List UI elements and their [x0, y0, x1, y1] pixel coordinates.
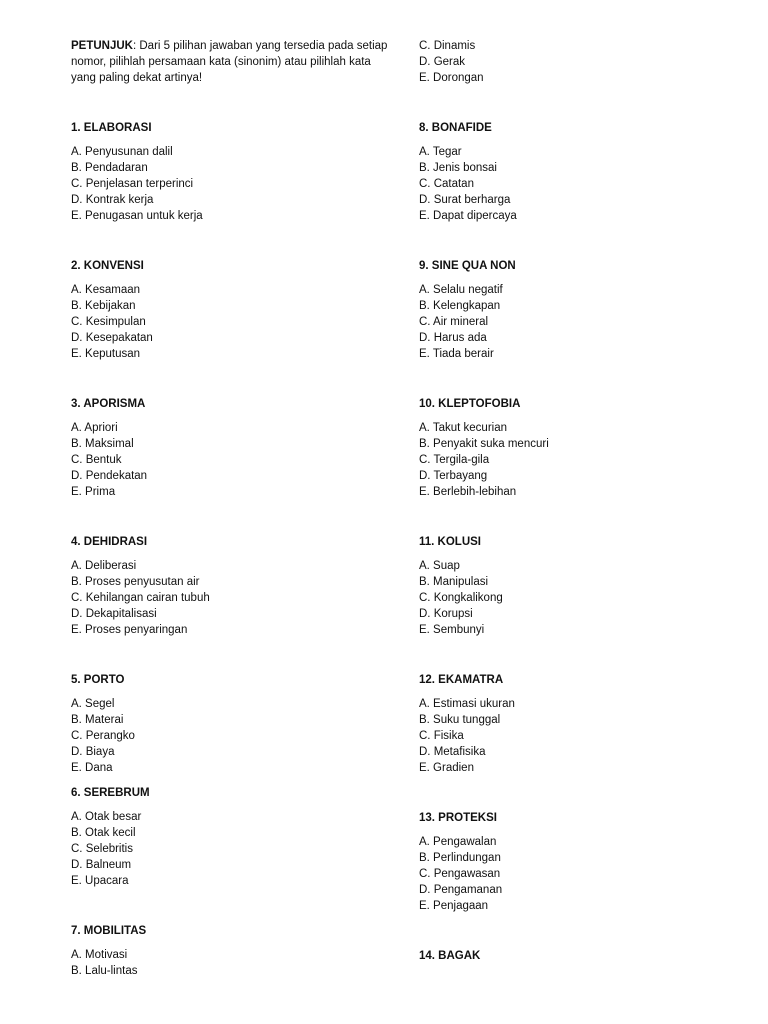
option-item: C. Selebritis: [71, 843, 133, 855]
question-block: [71, 785, 391, 889]
instructions: [71, 38, 391, 86]
option-item: A. Estimasi ukuran: [419, 698, 515, 710]
option-item: C. Kesimpulan: [71, 316, 146, 328]
question-block: [71, 396, 391, 500]
question-block: [419, 672, 739, 776]
option-item: D. Dekapitalisasi: [71, 608, 157, 620]
question-title: 7. MOBILITAS: [71, 925, 147, 937]
option-item: E. Tiada berair: [419, 348, 494, 360]
option-item: E. Proses penyaringan: [71, 624, 188, 636]
instructions-label: PETUNJUK: [71, 40, 133, 52]
question-title: 2. KONVENSI: [71, 260, 144, 272]
option-item: C. Fisika: [419, 730, 464, 742]
question-title: 9. SINE QUA NON: [419, 260, 516, 272]
left-column: [71, 38, 391, 979]
question-title: 1. ELABORASI: [71, 122, 152, 134]
option-item: D. Balneum: [71, 859, 132, 871]
option-item: B. Proses penyusutan air: [71, 576, 200, 588]
question-title: 6. SEREBRUM: [71, 787, 150, 799]
option-item: A. Segel: [71, 698, 115, 710]
option-item: B. Pendadaran: [71, 162, 148, 174]
option-item: E. Dorongan: [419, 72, 484, 84]
option-item: D. Kesepakatan: [71, 332, 153, 344]
option-item: E. Upacara: [71, 875, 129, 887]
question-title: 11. KOLUSI: [419, 536, 481, 548]
option-item: E. Sembunyi: [419, 624, 485, 636]
option-item: E. Penjagaan: [419, 900, 489, 912]
option-item: C. Kongkalikong: [419, 592, 503, 604]
option-item: C. Pengawasan: [419, 868, 501, 880]
question-title: 12. EKAMATRA: [419, 674, 504, 686]
option-item: A. Penyusunan dalil: [71, 146, 173, 158]
option-item: C. Dinamis: [419, 40, 476, 52]
option-item: B. Penyakit suka mencuri: [419, 438, 549, 450]
option-item: A. Deliberasi: [71, 560, 137, 572]
question-block: [419, 120, 739, 224]
option-item: A. Motivasi: [71, 949, 128, 961]
option-item: A. Suap: [419, 560, 460, 572]
right-column: [419, 38, 739, 972]
option-item: D. Pendekatan: [71, 470, 148, 482]
question-title: 5. PORTO: [71, 674, 125, 686]
option-item: D. Biaya: [71, 746, 115, 758]
option-item: A. Takut kecurian: [419, 422, 508, 434]
continued-options: [419, 38, 739, 86]
option-item: C. Tergila-gila: [419, 454, 490, 466]
option-item: B. Maksimal: [71, 438, 134, 450]
option-item: A. Kesamaan: [71, 284, 141, 296]
option-item: A. Selalu negatif: [419, 284, 503, 296]
option-item: C. Kehilangan cairan tubuh: [71, 592, 210, 604]
option-item: D. Korupsi: [419, 608, 473, 620]
question-title: 14. BAGAK: [419, 950, 481, 962]
option-item: E. Dana: [71, 762, 113, 774]
question-title: 3. APORISMA: [71, 398, 146, 410]
question-block: [419, 396, 739, 500]
question-title: 13. PROTEKSI: [419, 812, 497, 824]
option-item: D. Pengamanan: [419, 884, 503, 896]
option-item: B. Perlindungan: [419, 852, 501, 864]
option-item: C. Air mineral: [419, 316, 489, 328]
option-item: A. Tegar: [419, 146, 462, 158]
instructions-text: : Dari 5 pilihan jawaban yang tersedia pada setiap nomor, pilihlah persamaan kata (sinonim) atau pilihlah kata yang paling dekat artinya!: [71, 40, 388, 84]
option-item: D. Gerak: [419, 56, 466, 68]
option-item: C. Perangko: [71, 730, 135, 742]
option-item: D. Surat berharga: [419, 194, 511, 206]
question-title: 8. BONAFIDE: [419, 122, 492, 134]
question-block: [419, 810, 739, 914]
question-title: 4. DEHIDRASI: [71, 536, 148, 548]
option-item: C. Bentuk: [71, 454, 122, 466]
option-item: A. Otak besar: [71, 811, 142, 823]
option-item: C. Penjelasan terperinci: [71, 178, 194, 190]
option-item: D. Harus ada: [419, 332, 487, 344]
question-block: [71, 534, 391, 638]
option-item: E. Gradien: [419, 762, 474, 774]
option-item: E. Dapat dipercaya: [419, 210, 517, 222]
question-title: 10. KLEPTOFOBIA: [419, 398, 521, 410]
question-block: [419, 258, 739, 362]
option-item: D. Terbayang: [419, 470, 488, 482]
option-item: B. Jenis bonsai: [419, 162, 497, 174]
option-item: E. Prima: [71, 486, 116, 498]
option-item: E. Penugasan untuk kerja: [71, 210, 203, 222]
option-item: B. Lalu-lintas: [71, 965, 138, 977]
question-block: [419, 948, 739, 964]
option-item: E. Keputusan: [71, 348, 141, 360]
option-item: B. Kelengkapan: [419, 300, 501, 312]
option-item: B. Suku tunggal: [419, 714, 501, 726]
question-block: [419, 534, 739, 638]
option-item: B. Materai: [71, 714, 124, 726]
option-item: B. Manipulasi: [419, 576, 489, 588]
option-item: D. Metafisika: [419, 746, 486, 758]
option-item: E. Berlebih-lebihan: [419, 486, 517, 498]
option-item: C. Catatan: [419, 178, 474, 190]
option-item: D. Kontrak kerja: [71, 194, 154, 206]
option-item: B. Otak kecil: [71, 827, 136, 839]
option-item: A. Apriori: [71, 422, 118, 434]
question-block: [71, 120, 391, 224]
option-item: B. Kebijakan: [71, 300, 136, 312]
question-block: [71, 672, 391, 776]
option-item: A. Pengawalan: [419, 836, 497, 848]
question-block: [71, 258, 391, 362]
question-block: [71, 923, 391, 979]
